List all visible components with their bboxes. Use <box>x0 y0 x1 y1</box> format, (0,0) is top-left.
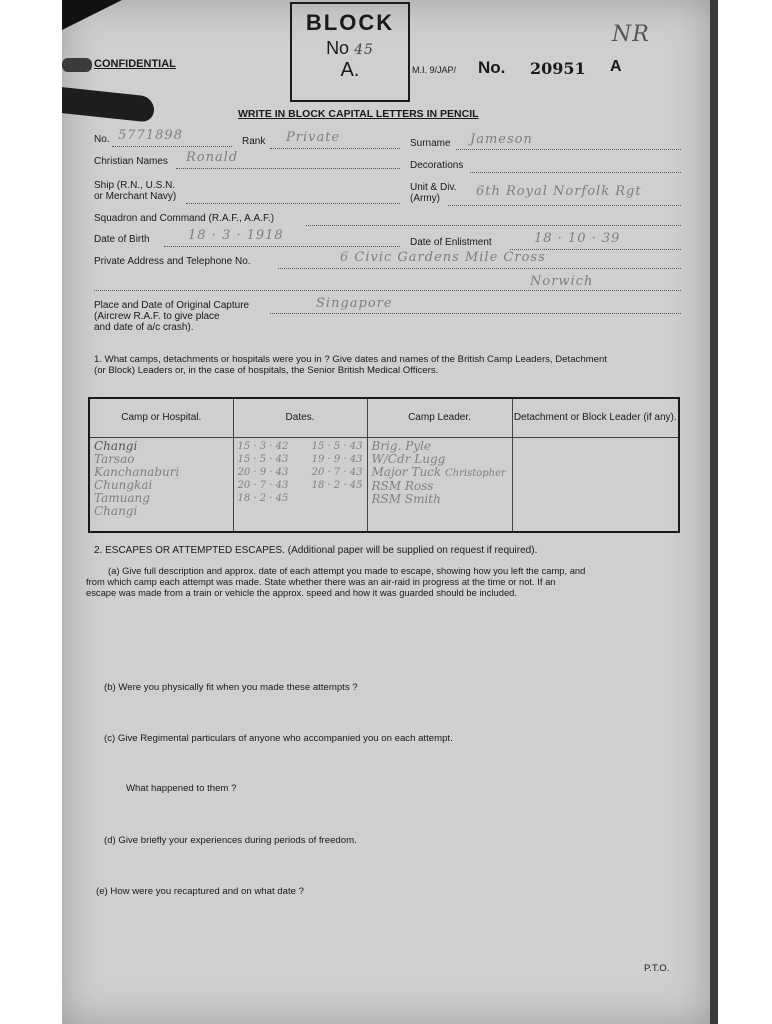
serial-no-label: No. <box>478 58 506 77</box>
squadron-label: Squadron and Command (R.A.F., A.A.F.) <box>94 213 275 224</box>
block-title: BLOCK <box>305 10 395 35</box>
capture-label-1: Place and Date of Original Capture <box>94 300 250 311</box>
table-row <box>89 438 679 533</box>
dates-cell: 15 · 3 · 42 15 · 5 · 43 15 · 5 · 43 19 · 9 · 43 20 · 9 · 43 20 · 7 · 43 20 · 7 · 43 18 · 2 · 45 18 · 2 · 45 <box>233 438 367 533</box>
block-no: No <box>326 38 350 58</box>
col-camp: Camp or Hospital. <box>89 398 233 438</box>
letter-a: A <box>610 58 622 75</box>
dob-value: 18 · 3 · 1918 <box>188 228 284 243</box>
surname-label: Surname <box>410 138 451 149</box>
capture-value: Singapore <box>316 296 393 311</box>
enlistment-value: 18 · 10 · 39 <box>534 231 621 246</box>
rank-value: Private <box>286 130 341 145</box>
q2-e: (e) How were you recaptured and on what date ? <box>96 886 304 897</box>
no-value: 5771898 <box>118 128 183 143</box>
q2-a-line-1: (a) Give full description and approx. date of each attempt you made to escape, showing how you left the camp, and <box>108 565 586 576</box>
q2-a-line-2: from which camp each attempt was made. State whether there was an air-raid in progress at the time or not. If an <box>86 576 556 587</box>
block-letter: A. <box>340 59 360 81</box>
leaders-cell: Brig. Pyle W/Cdr Lugg Major Tuck Christopher RSM Ross RSM Smith <box>367 438 512 533</box>
rank-label: Rank <box>242 136 266 147</box>
table-header-row <box>89 398 679 438</box>
handwritten-nr: NR <box>612 22 650 47</box>
q2-b: (b) Were you physically fit when you made these attempts ? <box>104 682 358 693</box>
pto-label: P.T.O. <box>644 963 670 974</box>
q2-a-line-3: escape was made from a train or vehicle the approx. speed and how it was guarded should be included. <box>86 587 517 598</box>
ship-label-1: Ship (R.N., U.S.N. <box>94 180 176 191</box>
q2-title: 2. ESCAPES OR ATTEMPTED ESCAPES. (Additional paper will be supplied on request if required). <box>94 545 538 556</box>
block-stamp <box>290 2 410 102</box>
serial-number: 20951 <box>530 59 586 78</box>
camps-cell: Changi Tarsao Kanchanaburi Chungkai Tamuang Changi <box>89 438 233 533</box>
instruction-text: WRITE IN BLOCK CAPITAL LETTERS IN PENCIL <box>238 108 479 120</box>
col-detachment-leader: Detachment or Block Leader (if any). <box>512 398 679 438</box>
address-value-2: Norwich <box>530 274 594 289</box>
mi-reference: M.I. 9/JAP/ <box>412 65 457 75</box>
block-hand: 45 <box>354 42 374 58</box>
ship-label-2: or Merchant Navy) <box>94 191 177 202</box>
col-camp-leader: Camp Leader. <box>367 398 512 438</box>
christian-names-label: Christian Names <box>94 156 168 167</box>
col-dates: Dates. <box>233 398 367 438</box>
q2-c-what-happened: What happened to them ? <box>126 783 237 794</box>
enlistment-label: Date of Enlistment <box>410 237 492 248</box>
capture-label-3: and date of a/c crash). <box>94 322 194 333</box>
christian-names-value: Ronald <box>186 150 239 165</box>
dob-label: Date of Birth <box>94 234 150 245</box>
unit-label-1: Unit & Div. <box>410 182 457 193</box>
q2-c: (c) Give Regimental particulars of anyone who accompanied you on each attempt. <box>104 733 453 744</box>
page-corner-shadow <box>62 0 122 30</box>
q1-line-2: (or Block) Leaders or, in the case of hospitals, the Senior British Medical Officers. <box>94 365 439 376</box>
unit-label-2: (Army) <box>410 193 440 204</box>
page-edge <box>710 0 718 1024</box>
no-label: No. <box>94 134 110 145</box>
q1-line-1: 1. What camps, detachments or hospitals were you in ? Give dates and names of the British Camp Leaders, Detachment <box>94 354 607 365</box>
address-value-1: 6 Civic Gardens Mile Cross <box>340 250 546 265</box>
q2-d: (d) Give briefly your experiences during periods of freedom. <box>104 835 357 846</box>
detachment-cell <box>512 438 679 533</box>
camps-table <box>88 397 680 533</box>
confidential-label: CONFIDENTIAL <box>94 58 176 70</box>
binding-tag <box>62 58 92 72</box>
unit-value: 6th Royal Norfolk Rgt <box>476 184 642 199</box>
surname-value: Jameson <box>470 132 533 147</box>
address-label: Private Address and Telephone No. <box>94 256 251 267</box>
capture-label-2: (Aircrew R.A.F. to give place <box>94 311 220 322</box>
decorations-label: Decorations <box>410 160 464 171</box>
